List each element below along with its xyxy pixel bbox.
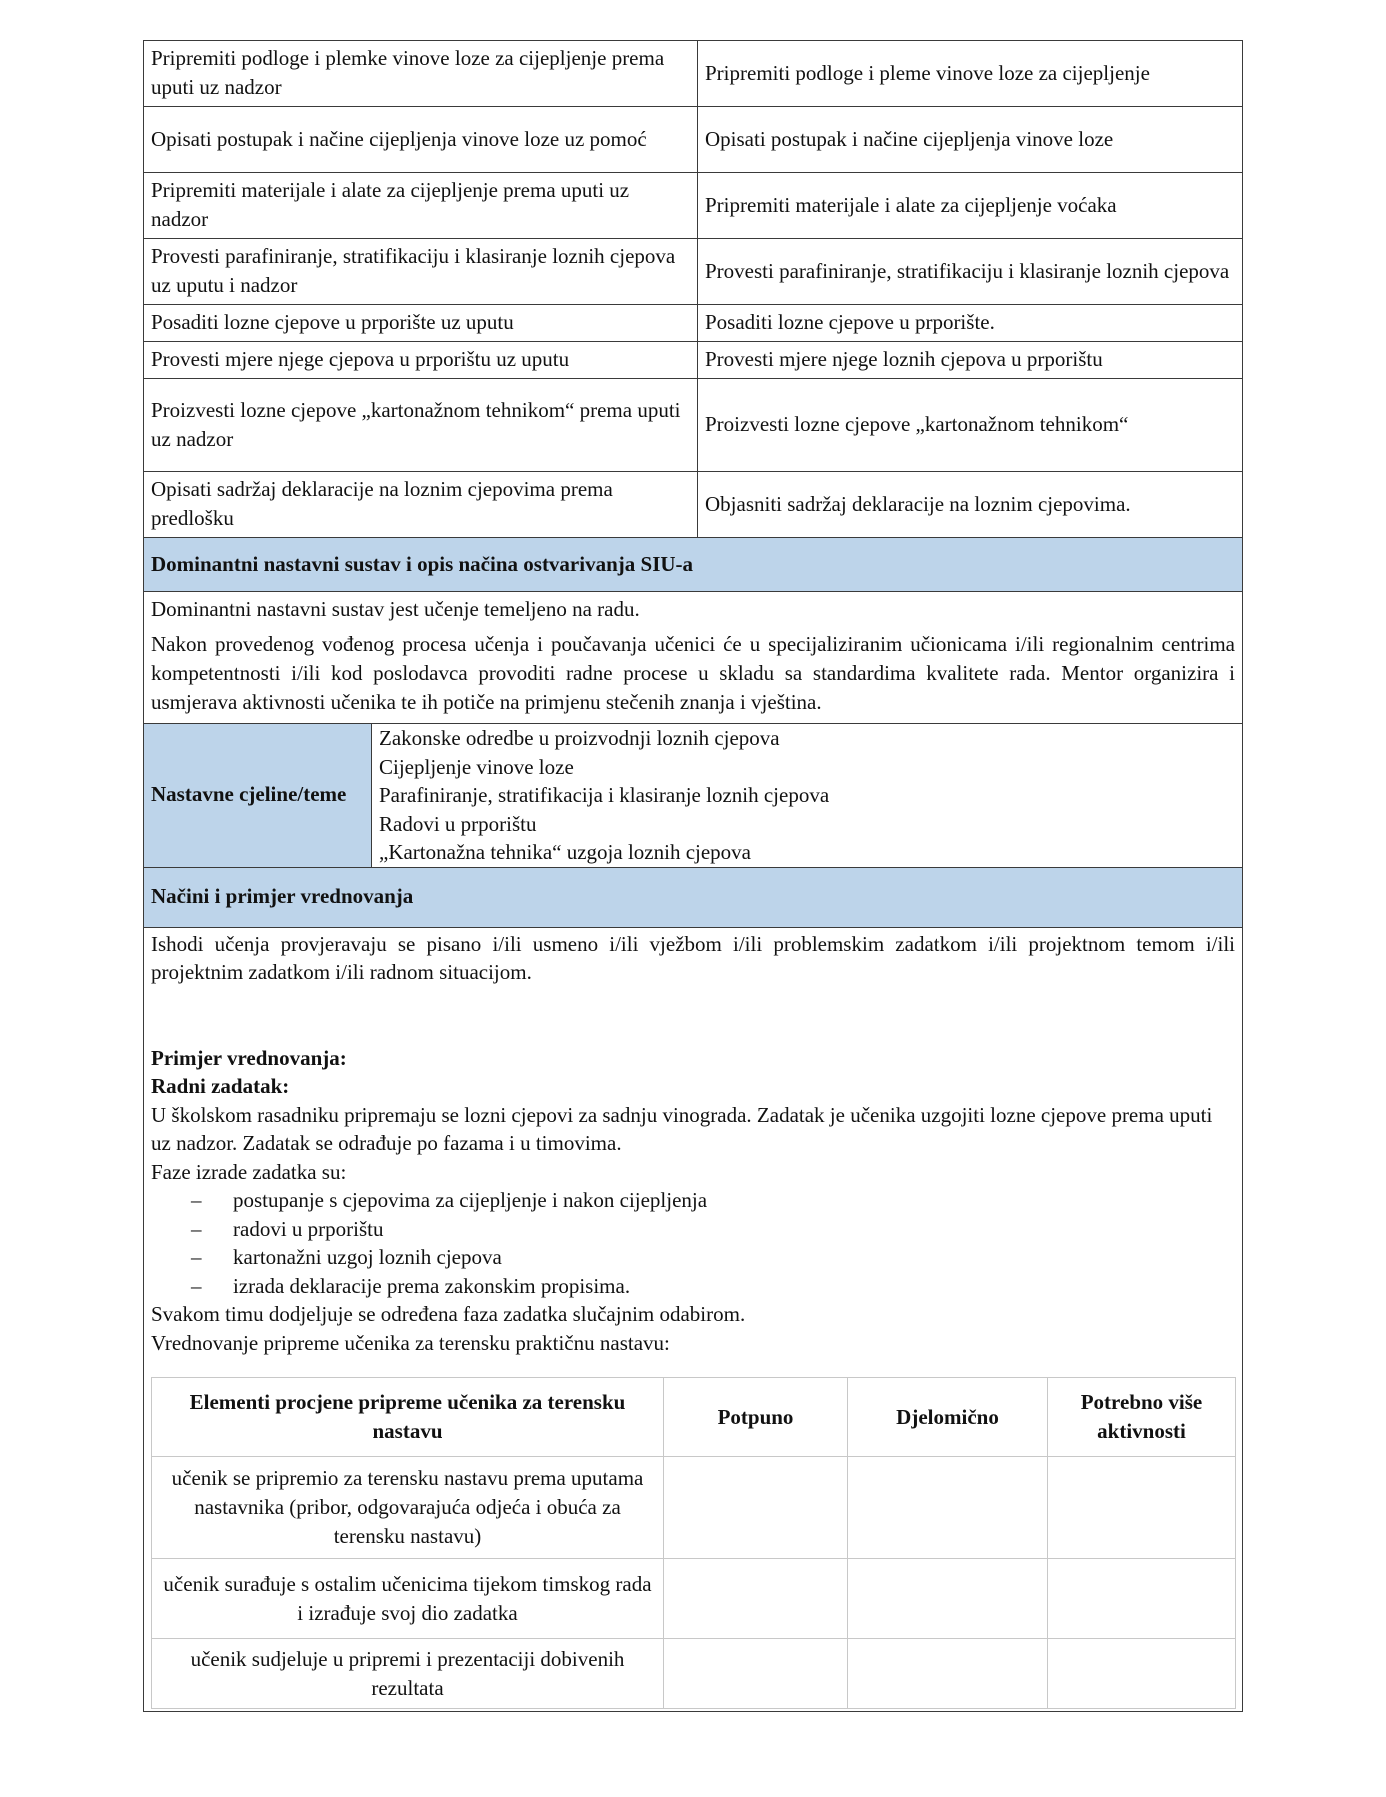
phases-intro: Faze izrade zadatka su:	[151, 1159, 347, 1184]
rubric-header-more-activity: Potrebno više aktivnosti	[1048, 1378, 1236, 1457]
outcome-row	[144, 173, 1243, 239]
dash-bullet-icon: –	[191, 1216, 202, 1241]
section-header-row	[144, 538, 1243, 592]
rubric-header-partial: Djelomično	[848, 1378, 1048, 1457]
topic-item: Radovi u prporištu	[379, 811, 537, 836]
phase-item	[151, 1215, 1235, 1244]
topic-item: Parafiniranje, stratifikacija i klasiranje loznih cjepova	[379, 783, 830, 807]
outcome-target: Provesti parafiniranje, stratifikaciju i klasiranje loznih cjepova	[698, 239, 1243, 305]
outcome-row	[144, 239, 1243, 305]
dash-bullet-icon: –	[191, 1188, 202, 1212]
phase-item	[151, 1243, 1235, 1272]
rubric-criterion: učenik sudjeluje u pripremi i prezentaciji dobivenih rezultata	[152, 1639, 664, 1709]
topics-label: Nastavne cjeline/teme	[144, 724, 372, 868]
rubric-header-elements: Elementi procjene pripreme učenika za terensku nastavu	[152, 1378, 664, 1457]
rubric-cell-full[interactable]	[664, 1559, 848, 1639]
evaluation-cell	[144, 927, 1243, 1712]
outcome-target: Proizvesti lozne cjepove „kartonažnom tehnikom“	[698, 379, 1243, 472]
rubric-header-full: Potpuno	[664, 1378, 848, 1457]
example-title: Primjer vrednovanja:	[151, 1045, 347, 1070]
outcome-basic: Opisati postupak i načine cijepljenja vinove loze uz pomoć	[144, 107, 698, 173]
section-heading-dominant-system: Dominantni nastavni sustav i opis načina ostvarivanja SIU-a	[144, 538, 1243, 592]
outcome-basic: Pripremiti podloge i plemke vinove loze za cijepljenje prema uputi uz nadzor	[144, 41, 698, 107]
dominant-system-row	[144, 592, 1243, 724]
document-page	[143, 40, 1242, 1712]
rubric-cell-partial[interactable]	[848, 1457, 1048, 1559]
outcome-target: Pripremiti podloge i pleme vinove loze za cijepljenje	[698, 41, 1243, 107]
rubric-table	[151, 1377, 1236, 1709]
rubric-cell-more-activity[interactable]	[1048, 1639, 1236, 1709]
outcome-row	[144, 472, 1243, 538]
rubric-cell-more-activity[interactable]	[1048, 1559, 1236, 1639]
outcome-basic: Posaditi lozne cjepove u prporište uz uputu	[144, 305, 698, 342]
outcome-target: Pripremiti materijale i alate za cijepljenje voćaka	[698, 173, 1243, 239]
topic-item: Cijepljenje vinove loze	[379, 754, 574, 779]
evaluation-intro: Ishodi učenja provjeravaju se pisano i/ili usmeno i/ili vježbom i/ili problemskim zadatkom i/ili projektnom temom i/ili projektnim zadatkom i/ili radnom situacijom.	[151, 931, 1235, 984]
rubric-row	[152, 1457, 1236, 1559]
team-text: Svakom timu dodjeljuje se određena faza zadatka slučajnim odabirom.	[151, 1302, 746, 1326]
topic-item: „Kartonažna tehnika“ uzgoja loznih cjepova	[379, 840, 751, 864]
rubric-cell-full[interactable]	[664, 1457, 848, 1559]
rubric-criterion: učenik surađuje s ostalim učenicima tijekom timskog rada i izrađuje svoj dio zadatka	[152, 1559, 664, 1639]
rubric-header-row	[152, 1378, 1236, 1457]
phase-text: kartonažni uzgoj loznih cjepova	[233, 1245, 502, 1269]
outcome-basic: Pripremiti materijale i alate za cijepljenje prema uputi uz nadzor	[144, 173, 698, 239]
rubric-row	[152, 1559, 1236, 1639]
section-header-row	[144, 867, 1243, 927]
phase-text: postupanje s cjepovima za cijepljenje i nakon cijepljenja	[233, 1188, 708, 1212]
phase-text: izrada deklaracije prema zakonskim propisima.	[233, 1273, 631, 1298]
topic-item: Zakonske odredbe u proizvodnji loznih cjepova	[379, 726, 780, 750]
phase-item	[151, 1272, 1235, 1301]
rubric-cell-more-activity[interactable]	[1048, 1457, 1236, 1559]
rubric-criterion: učenik se pripremio za terensku nastavu prema uputama nastavnika (pribor, odgovarajuća odjeća i obuća za terensku nastavu)	[152, 1457, 664, 1559]
dash-bullet-icon: –	[191, 1245, 202, 1269]
topics-row	[144, 724, 1243, 868]
outcome-target: Opisati postupak i načine cijepljenja vinove loze	[698, 107, 1243, 173]
outcome-target: Provesti mjere njege loznih cjepova u prporištu	[698, 342, 1243, 379]
rubric-row	[152, 1639, 1236, 1709]
topics-list	[372, 724, 1243, 868]
outcome-row	[144, 305, 1243, 342]
task-title: Radni zadatak:	[151, 1074, 290, 1098]
outcome-row	[144, 342, 1243, 379]
outcome-target: Posaditi lozne cjepove u prporište.	[698, 305, 1243, 342]
phase-text: radovi u prporištu	[233, 1216, 384, 1241]
prep-text: Vrednovanje pripreme učenika za terensku praktičnu nastavu:	[151, 1330, 670, 1355]
outcome-basic: Provesti parafiniranje, stratifikaciju i klasiranje loznih cjepova uz uputu i nadzor	[144, 239, 698, 305]
outcome-basic: Proizvesti lozne cjepove „kartonažnom tehnikom“ prema uputi uz nadzor	[144, 379, 698, 472]
outcome-row	[144, 107, 1243, 173]
phases-list	[151, 1186, 1235, 1300]
dominant-system-cell	[144, 592, 1243, 724]
outcome-target: Objasniti sadržaj deklaracije na loznim cjepovima.	[698, 472, 1243, 538]
section-heading-evaluation: Načini i primjer vrednovanja	[144, 867, 1243, 927]
rubric-cell-partial[interactable]	[848, 1639, 1048, 1709]
dominant-system-paragraph: Nakon provedenog vođenog procesa učenja i poučavanja učenici će u specijaliziranim učionicama i/ili regionalnim centrima kompetentnosti i/ili kod poslodavca provoditi radne procese u skladu sa standardima kvalitete rada. Mentor organizira i usmjerava aktivnosti učenika te ih potiče na primjenu stečenih znanja i vještina.	[151, 632, 1235, 714]
outcome-row	[144, 379, 1243, 472]
rubric-cell-partial[interactable]	[848, 1559, 1048, 1639]
outcome-basic: Opisati sadržaj deklaracije na loznim cjepovima prema predlošku	[144, 472, 698, 538]
rubric-cell-full[interactable]	[664, 1639, 848, 1709]
outcome-basic: Provesti mjere njege cjepova u prporištu uz uputu	[144, 342, 698, 379]
curriculum-table	[143, 40, 1243, 1712]
dash-bullet-icon: –	[191, 1273, 202, 1298]
outcome-row	[144, 41, 1243, 107]
phase-item	[151, 1186, 1235, 1215]
dominant-system-paragraph: Dominantni nastavni sustav jest učenje temeljeno na radu.	[151, 597, 640, 621]
evaluation-row	[144, 927, 1243, 1712]
task-text: U školskom rasadniku pripremaju se lozni cjepovi za sadnju vinograda. Zadatak je učenika uzgojiti lozne cjepove prema uputi uz nadzor. Zadatak se odrađuje po fazama i u timovima.	[151, 1102, 1213, 1155]
